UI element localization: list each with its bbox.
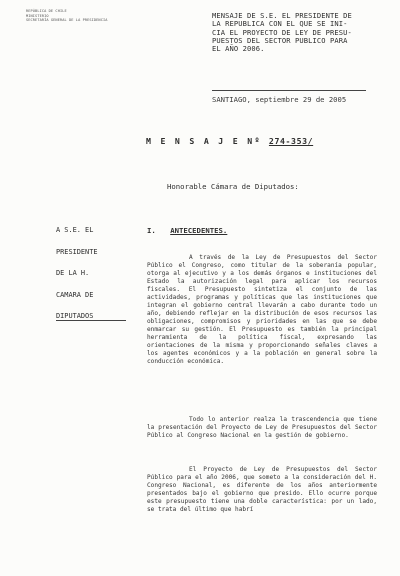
section-heading — [147, 226, 227, 235]
letterhead-line: REPÚBLICA DE CHILE — [26, 9, 67, 13]
mensaje-number: 274-353/ — [268, 136, 314, 146]
body-paragraph: Todo lo anterior realza la trascendencia que tiene la presentación del Proyecto de Ley de Presupuestos del Sector Público al Congreso Nacional en la gestión de gobierno. — [147, 416, 377, 440]
addressee-block — [56, 226, 126, 334]
title-line: LA REPUBLICA CON EL QUE SE INI- — [212, 19, 348, 29]
addressee-rule — [56, 320, 126, 321]
addressee-line: DIPUTADOS — [56, 312, 94, 321]
addressee-line: CAMARA DE — [56, 290, 94, 299]
document-title — [212, 12, 372, 53]
title-line: CIA EL PROYECTO DE LEY DE PRESU- — [212, 27, 352, 37]
addressee-line: PRESIDENTE — [56, 247, 98, 256]
title-line: PUESTOS DEL SECTOR PUBLICO PARA — [212, 35, 348, 45]
addressee-line: DE LA H. — [56, 269, 90, 278]
body-paragraph: A través de la Ley de Presupuestos del Sector Público el Congreso, como titular de la soberanía popular, otorga al ejecutivo y a los demás órganos e instituciones del Estado la autorización legal para aplicar los recursos fiscales. El Presupuesto sintetiza el conjunto de las actividades, programas y políticas que las instituciones que integran el gobierno central llevarán a cabo durante todo un año, debiendo reflejar en la distribución de esos recursos las obligaciones, compromisos y prioridades en las que se debe enmarcar su gestión. El Presupuesto es también la principal herramienta de la política fiscal, expresando las orientaciones de la misma y proporcionando señales claves a los agentes económicos y a la población en general sobre la conducción económica. — [147, 254, 377, 366]
addressee-line: A S.E. EL — [56, 226, 94, 234]
letterhead-line: MINISTERIO — [26, 13, 49, 18]
section-number: I. — [147, 226, 156, 235]
body-paragraph: El Proyecto de Ley de Presupuestos del Sector Público para el año 2006, que someto a la consideración del H. Congreso Nacional, es diferente de los años anteriormente presentados bajo el gobierno que presido. Ello ocurre porque este presupuesto tiene una doble característica: por un lado, se trata del último que habrí — [147, 466, 377, 514]
place-date: SANTIAGO, septiembre 29 de 2005 — [212, 95, 347, 104]
mensaje-number-label: Nº — [247, 136, 262, 146]
title-line: EL AÑO 2006. — [212, 44, 265, 54]
letterhead-line: SECRETARÍA GENERAL DE LA PRESIDENCIA — [26, 18, 108, 23]
mensaje-label: M E N S A J E — [146, 136, 240, 146]
title-line: MENSAJE DE S.E. EL PRESIDENTE DE — [212, 11, 352, 20]
salutation: Honorable Cámara de Diputados: — [167, 182, 299, 191]
title-rule — [212, 90, 366, 91]
mensaje-heading — [146, 136, 313, 146]
section-title: ANTECEDENTES. — [170, 226, 228, 235]
letterhead — [26, 9, 134, 23]
